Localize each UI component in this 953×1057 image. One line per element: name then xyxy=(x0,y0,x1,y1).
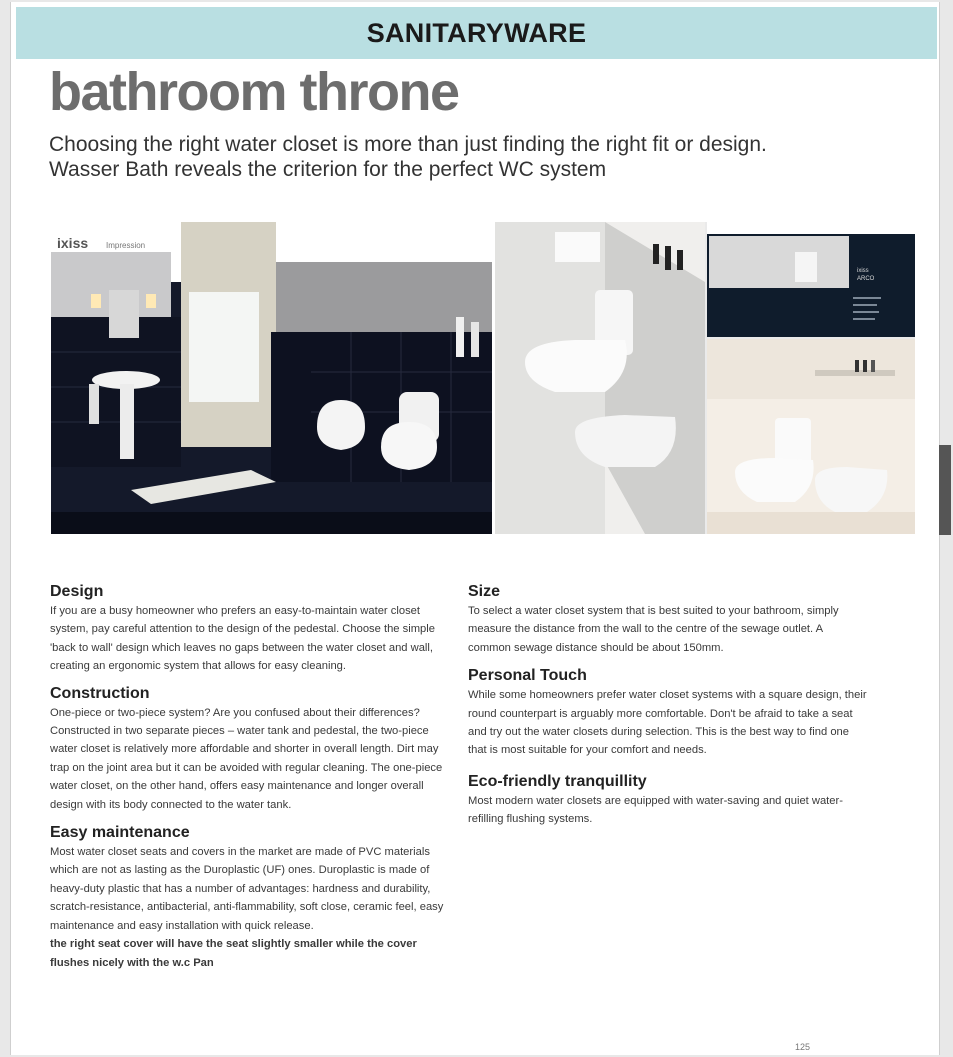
photo-right-line: ARCO xyxy=(857,276,875,282)
page-folio: 125 xyxy=(795,1042,811,1052)
section-label: SANITARYWARE xyxy=(366,17,587,48)
photo-right-brand: ixiss xyxy=(857,268,869,274)
section-heading: Eco-friendly tranquillity xyxy=(468,772,647,790)
text-column-left xyxy=(50,582,452,972)
section-heading: Personal Touch xyxy=(468,667,587,685)
bathroom-photo-dark xyxy=(51,222,492,534)
section-heading: Construction xyxy=(50,684,150,702)
section-easy-maintenance xyxy=(50,823,452,972)
section-body: One-piece or two-piece system? Are you confused about their differences? Constructed in two separate pieces – water tank and pedestal, the two-piece water closet is relatively more affordable and shorter in overall length. Dirt may trap on the joint area but it can be avoided with regular cleaning. The one-piece water closet, on the other hand, offers easy maintenance and longer overall design with its body connected to the water tank. xyxy=(50,706,443,811)
scrollbar-thumb[interactable] xyxy=(939,445,951,535)
photo-left-brand: ixiss xyxy=(57,235,89,251)
text-column-right xyxy=(468,582,868,829)
magazine-page xyxy=(10,2,940,1055)
seat-cover-note: the right seat cover will have the seat slightly smaller while the cover flushes nicely with the w.c Pan xyxy=(50,938,417,969)
section-body: Most modern water closets are equipped with water-saving and quiet water-refilling flushing systems. xyxy=(468,794,843,826)
section-heading: Design xyxy=(50,583,104,600)
section-size xyxy=(468,582,868,657)
section-design xyxy=(50,582,452,676)
section-heading: Size xyxy=(468,583,501,600)
section-body: To select a water closet system that is best suited to your bathroom, simply measure the distance from the wall to the centre of the sewage outlet. A common sewage distance should be about 150mm. xyxy=(468,605,839,654)
article-intro: Choosing the right water closet is more than just finding the right fit or design. Wasser Bath reveals the criterion for the perfect WC system xyxy=(49,133,767,181)
section-construction xyxy=(50,684,452,814)
section-body: If you are a busy homeowner who prefers an easy-to-maintain water closet system, pay careful attention to the design of the pedestal. Choose the simple 'back to wall' design which leaves no gaps between the water closet and wall, creating an ergonomic system that allows for easy cleaning. xyxy=(50,605,435,673)
section-eco-friendly xyxy=(468,772,868,829)
bathroom-photo-white xyxy=(495,222,915,534)
section-banner xyxy=(16,7,937,59)
article-title: bathroom throne xyxy=(49,62,459,122)
section-body: Most water closet seats and covers in the market are made of PVC materials which are not as lasting as the Duroplastic (UF) ones. Duroplastic is made of heavy-duty plastic that has a number of advantages: hardness and durability, scratch-resistance, antibacterial, anti-flammability, soft close, ceramic feel, easy maintenance and easy installation with quick release. xyxy=(50,846,444,932)
photo-left-line: Impression xyxy=(106,241,146,250)
section-body: While some homeowners prefer water closet systems with a square design, their round counterpart is arguably more comfortable. Don't be afraid to take a seat and try out the water closets during selection. This is the best way to find one that is most suitable for your comfort and needs. xyxy=(468,689,867,757)
section-heading: Easy maintenance xyxy=(50,824,190,842)
section-personal-touch xyxy=(468,666,868,760)
